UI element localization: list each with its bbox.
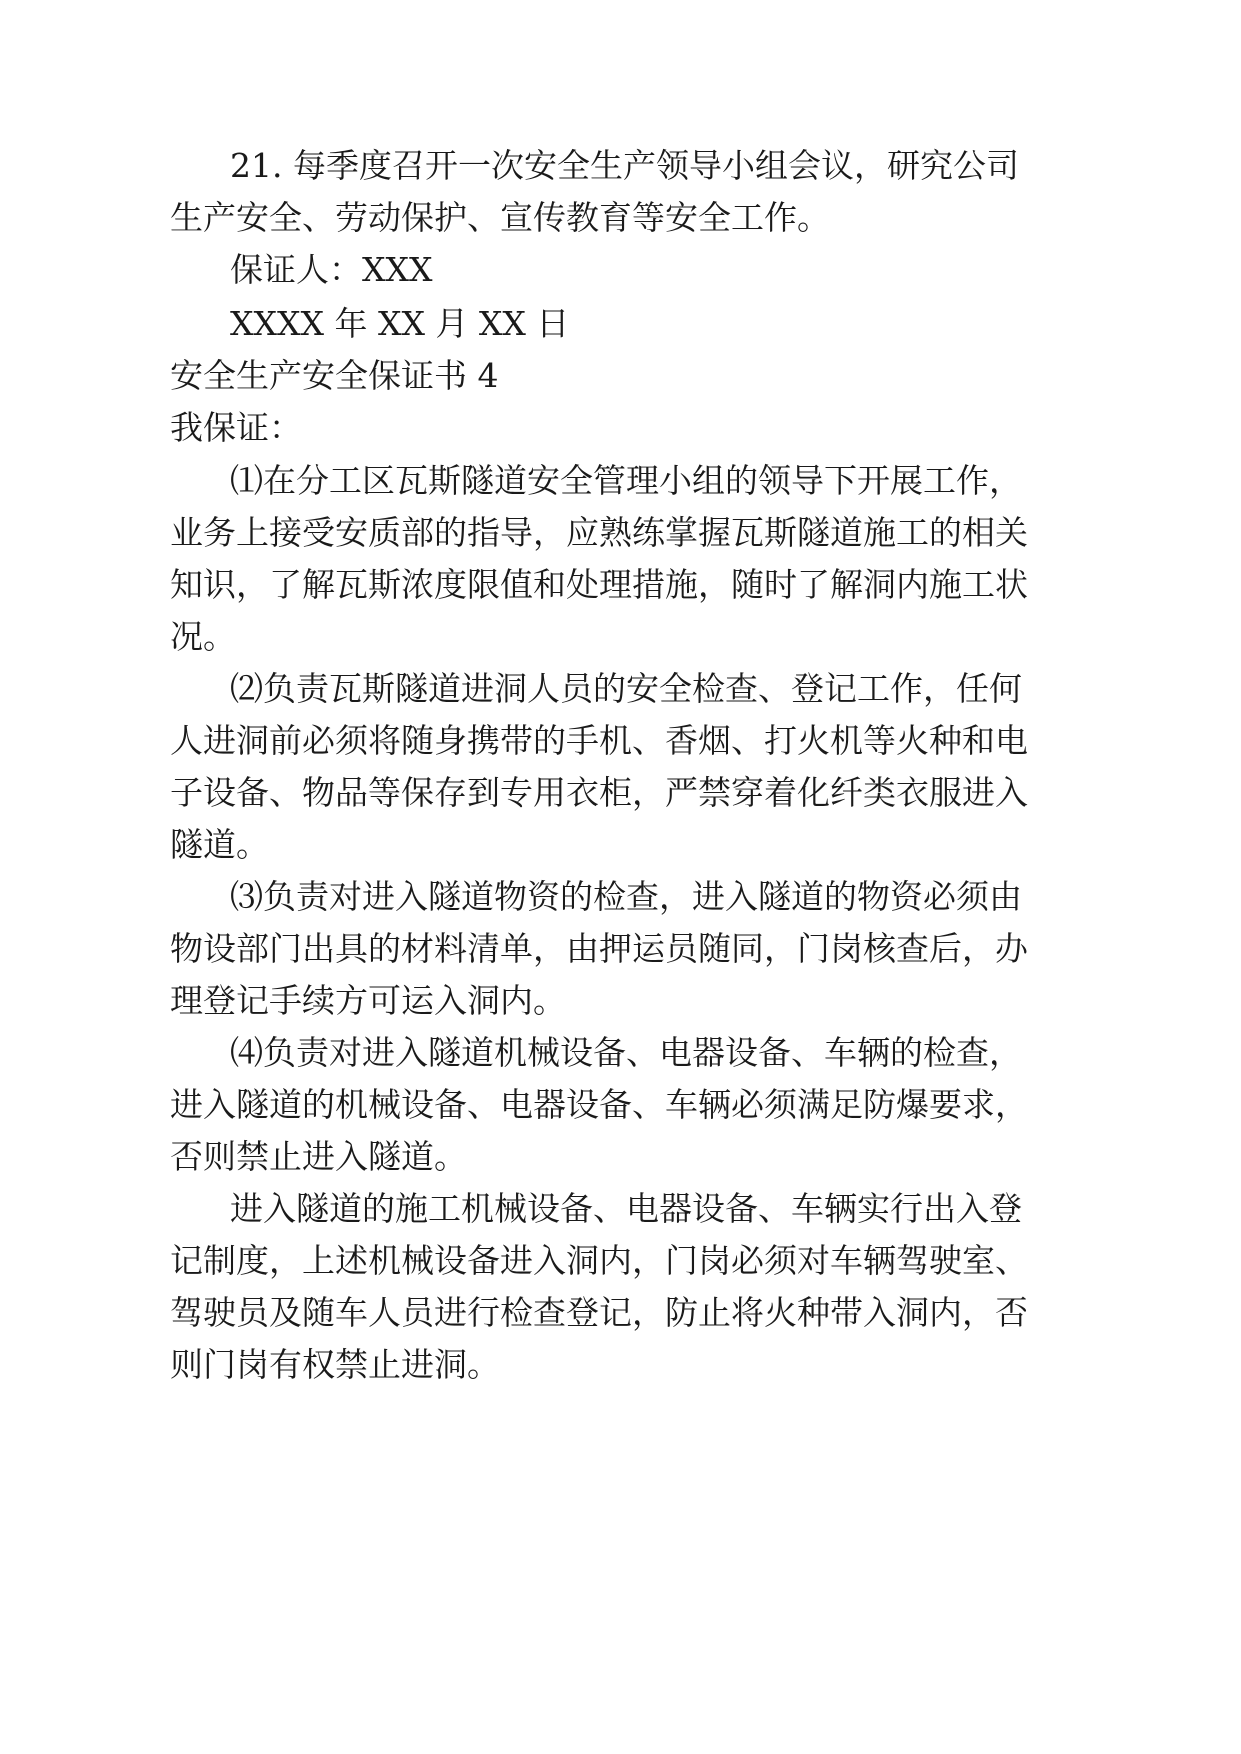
item-1-line-1: ⑴ 在 分 工 区 瓦 斯 隧 道 安 全 管 理 小 组 的 领 导 下 开 展 工 作 ， bbox=[230, 461, 1022, 500]
section-title: 安全生产安全保证书 4 bbox=[170, 356, 499, 395]
item-3-line-3: 理登记手续方可运入洞内。 bbox=[170, 981, 566, 1020]
item-2-line-1: ⑵ 负 责 瓦 斯 隧 道 进 洞 人 员 的 安 全 检 查 、 登 记 工 作 ， 任 何 bbox=[230, 669, 1022, 708]
item-1-line-3: 知 识 ， 了 解 瓦 斯 浓 度 限 值 和 处 理 措 施 ， 随 时 了 解 洞 内 施 工 状 bbox=[170, 565, 1028, 604]
item-3-line-1: ⑶ 负 责 对 进 入 隧 道 物 资 的 检 查 ， 进 入 隧 道 的 物 资 必 须 由 bbox=[230, 877, 1022, 916]
item-4-line-2: 进 入 隧 道 的 机 械 设 备 、 电 器 设 备 、 车 辆 必 须 满 足 防 爆 要 求 ， bbox=[170, 1085, 1028, 1124]
item-4-line-3: 否则禁止进入隧道。 bbox=[170, 1137, 467, 1176]
guarantor-line: 保证人：XXX bbox=[230, 250, 433, 289]
paragraph-21-line-1: 2 1 . 每 季 度 召 开 一 次 安 全 生 产 领 导 小 组 会 议 ， 研 究 公 司 bbox=[230, 146, 1019, 185]
item-2-line-2: 人 进 洞 前 必 须 将 随 身 携 带 的 手 机 、 香 烟 、 打 火 机 等 火 种 和 电 bbox=[170, 721, 1028, 760]
intro-line: 我保证： bbox=[170, 408, 302, 447]
date-line: XXXX 年 XX 月 XX 日 bbox=[230, 304, 570, 343]
item-5-line-2: 记 制 度 ， 上 述 机 械 设 备 进 入 洞 内 ， 门 岗 必 须 对 车 辆 驾 驶 室 、 bbox=[170, 1241, 1028, 1280]
item-3-line-2: 物 设 部 门 出 具 的 材 料 清 单 ， 由 押 运 员 随 同 ， 门 岗 核 查 后 ， 办 bbox=[170, 929, 1028, 968]
item-2-line-4: 隧道。 bbox=[170, 825, 269, 864]
item-1-line-2: 业 务 上 接 受 安 质 部 的 指 导 ， 应 熟 练 掌 握 瓦 斯 隧 道 施 工 的 相 关 bbox=[170, 513, 1028, 552]
item-5-line-1: 进 入 隧 道 的 施 工 机 械 设 备 、 电 器 设 备 、 车 辆 实 行 出 入 登 bbox=[230, 1189, 1022, 1228]
item-2-line-3: 子 设 备 、 物 品 等 保 存 到 专 用 衣 柜 ， 严 禁 穿 着 化 纤 类 衣 服 进 入 bbox=[170, 773, 1028, 812]
item-4-line-1: ⑷ 负 责 对 进 入 隧 道 机 械 设 备 、 电 器 设 备 、 车 辆 的 检 查 ， bbox=[230, 1033, 1022, 1072]
item-1-line-4: 况。 bbox=[170, 617, 236, 656]
item-5-line-3: 驾 驶 员 及 随 车 人 员 进 行 检 查 登 记 ， 防 止 将 火 种 带 入 洞 内 ， 否 bbox=[170, 1293, 1028, 1332]
item-5-line-4: 则门岗有权禁止进洞。 bbox=[170, 1345, 500, 1384]
paragraph-21-line-2: 生产安全、劳动保护、宣传教育等安全工作。 bbox=[170, 198, 830, 237]
